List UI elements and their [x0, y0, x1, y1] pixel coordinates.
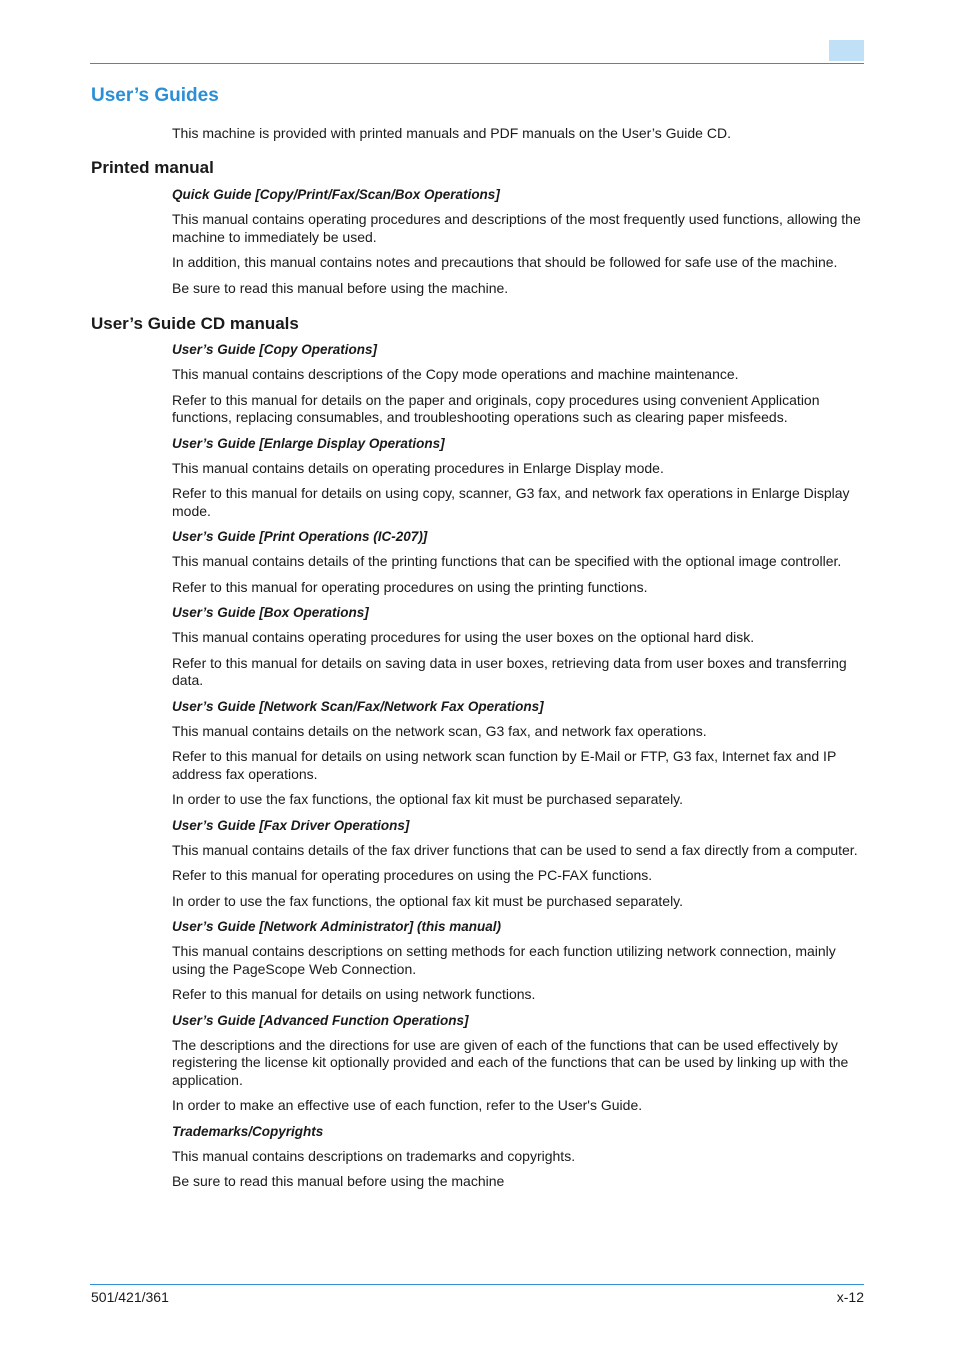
section-heading-cd-manuals: User’s Guide CD manuals — [91, 314, 299, 333]
guide-description: This manual contains operating procedures for using the user boxes on the optional hard disk. — [172, 629, 755, 645]
guide-description: This manual contains details on operating procedures in Enlarge Display mode. — [172, 459, 664, 476]
guide-description: This manual contains details of the printing functions that can be specified with the optional image controller. — [172, 553, 842, 569]
footer-model: 501/421/361 — [91, 1289, 169, 1305]
guide-description: Refer to this manual for details on the paper and originals, copy procedures using convenient Application functions, replacing consumables, and troubleshooting operations such as clearing paper misfeeds. — [172, 391, 820, 425]
guide-description: Be sure to read this manual before using the machine. — [172, 279, 509, 296]
guide-title: Quick Guide [Copy/Print/Fax/Scan/Box Operations] — [172, 187, 500, 202]
guide-title: User’s Guide [Fax Driver Operations] — [172, 817, 410, 833]
guide-description: This manual contains descriptions on setting methods for each function utilizing network connection, mainly using the PageScope Web Connection. — [172, 943, 836, 977]
intro-paragraph: This machine is provided with printed manuals and PDF manuals on the User’s Guide CD. — [172, 125, 731, 141]
guide-description: Refer to this manual for details on using network scan function by E-Mail or FTP, G3 fax, Internet fax and IP address fax operations. — [172, 748, 837, 782]
page-title: User’s Guides — [91, 85, 219, 106]
footer-page-number: x-12 — [836, 1289, 864, 1305]
guide-description: Refer to this manual for details on using network functions. — [172, 986, 536, 1002]
header-rule — [90, 63, 864, 64]
guide-title: User’s Guide [Copy Operations] — [172, 342, 378, 357]
guide-description: In order to use the fax functions, the optional fax kit must be purchased separately. — [172, 892, 684, 909]
guide-title: User’s Guide [Print Operations (IC-207)] — [172, 529, 428, 544]
guide-title: User’s Guide [Network Scan/Fax/Network Fax Operations] — [172, 698, 544, 714]
guide-description: The descriptions and the directions for use are given of each of the functions that can be used effectively by registering the license kit optionally provided and each of the functions that can be used by linking up with the application. — [172, 1036, 849, 1088]
guide-description: In addition, this manual contains notes and precautions that should be followed for safe use of the machine. — [172, 254, 838, 270]
guide-title: Trademarks/Copyrights — [172, 1123, 324, 1139]
chapter-tab — [829, 40, 864, 61]
printed-manual-list — [172, 186, 864, 305]
guide-description: This manual contains details on the network scan, G3 fax, and network fax operations. — [172, 722, 707, 739]
guide-description: Be sure to read this manual before using the machine — [172, 1173, 505, 1189]
footer-rule — [90, 1284, 864, 1285]
guide-description: Refer to this manual for operating procedures on using the printing functions. — [172, 578, 648, 595]
guide-title: User’s Guide [Enlarge Display Operations] — [172, 435, 445, 451]
section-heading-printed-manual: Printed manual — [91, 158, 214, 177]
guide-description: This manual contains descriptions of the Copy mode operations and machine maintenance. — [172, 366, 739, 382]
guide-description: This manual contains details of the fax driver functions that can be used to send a fax directly from a computer. — [172, 841, 858, 858]
guide-title: User’s Guide [Advanced Function Operations] — [172, 1012, 469, 1028]
guide-title: User’s Guide [Box Operations] — [172, 605, 369, 620]
guide-description: In order to use the fax functions, the optional fax kit must be purchased separately. — [172, 791, 684, 807]
guide-description: This manual contains operating procedures and descriptions of the most frequently used functions, allowing the machine to immediately be used. — [172, 211, 861, 245]
cd-manual-list — [172, 341, 864, 1199]
guide-description: In order to make an effective use of each function, refer to the User's Guide. — [172, 1097, 643, 1113]
guide-description: Refer to this manual for details on saving data in user boxes, retrieving data from user boxes and transferring data. — [172, 654, 847, 688]
guide-description: Refer to this manual for details on using copy, scanner, G3 fax, and network fax operations in Enlarge Display mode. — [172, 485, 850, 519]
guide-title: User’s Guide [Network Administrator] (this manual) — [172, 919, 502, 934]
guide-description: This manual contains descriptions on trademarks and copyrights. — [172, 1147, 576, 1164]
guide-description: Refer to this manual for operating procedures on using the PC-FAX functions. — [172, 867, 653, 883]
